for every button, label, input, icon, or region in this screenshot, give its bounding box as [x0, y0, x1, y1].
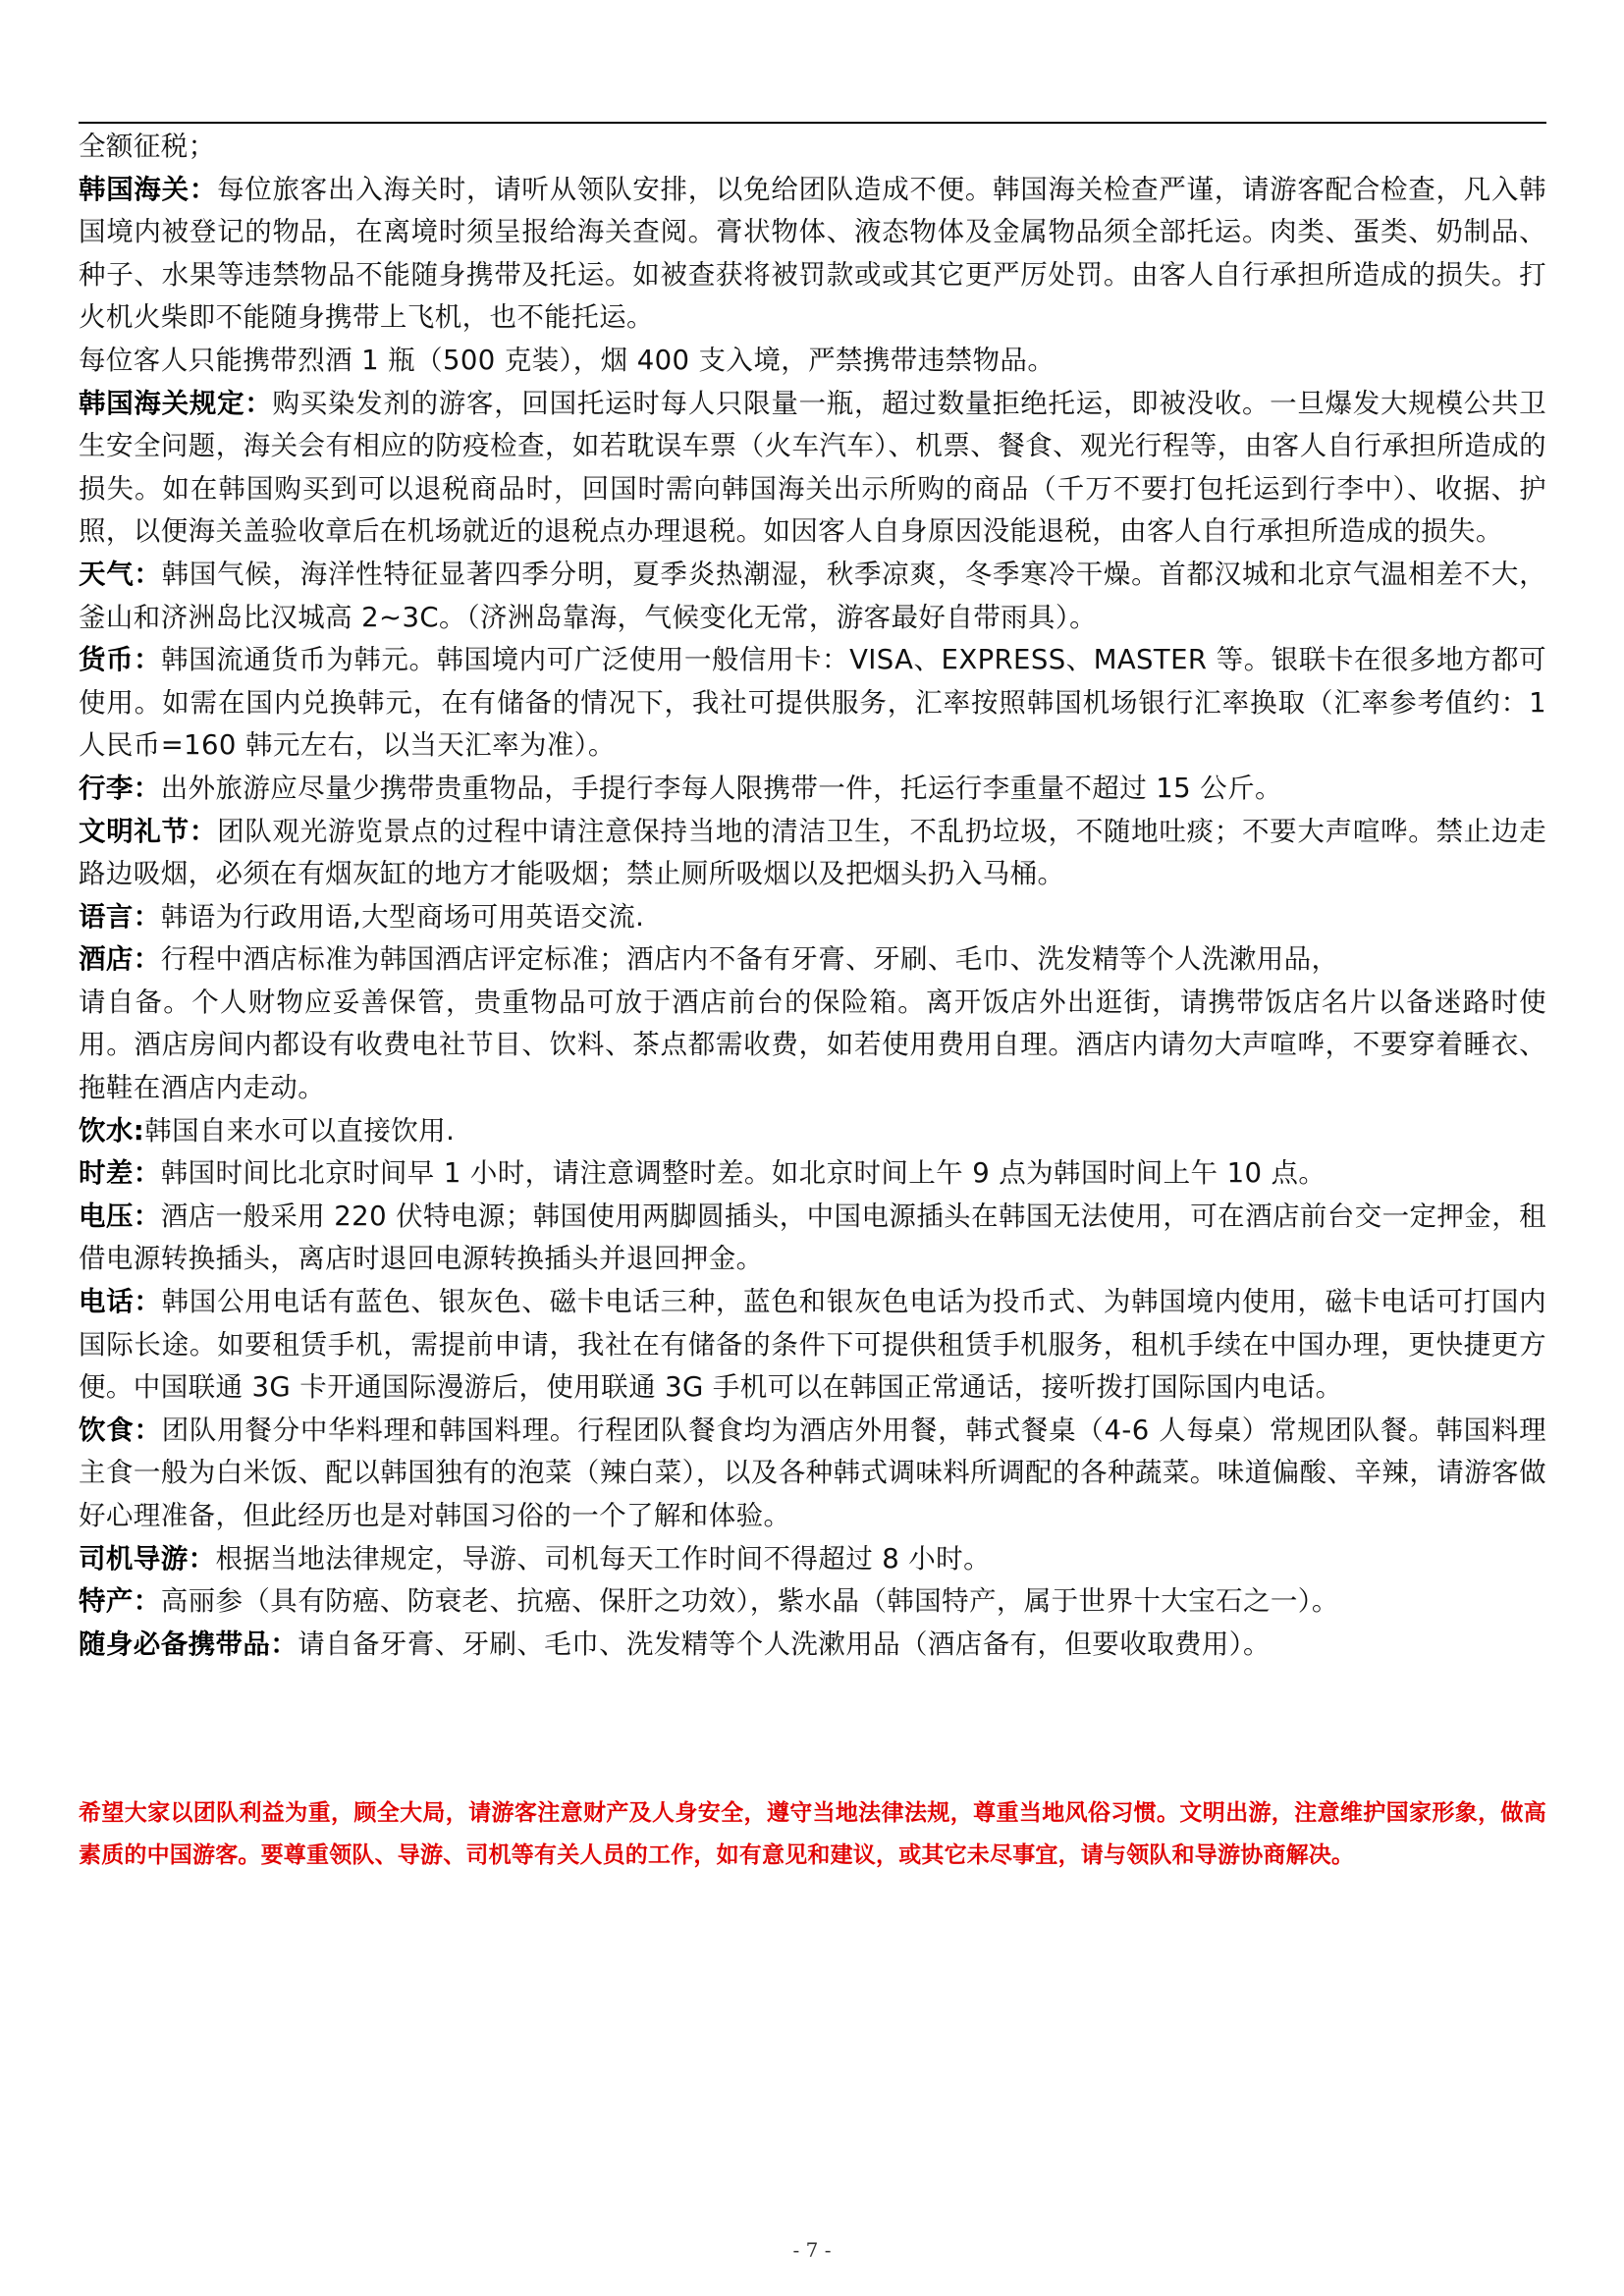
section-text: 韩国自来水可以直接饮用.: [144, 1114, 456, 1147]
section-text: 韩国公用电话有蓝色、银灰色、磁卡电话三种，蓝色和银灰色电话为投币式、为韩国境内使用，磁卡电话可打国内国际长途。如要租赁手机，需提前申请，我社在有储备的条件下可提供租赁手机服务，租机手续在中国办理，更快捷更方便。中国联通 3G 卡开通国际漫游后，使用联通 3G 手机可以在韩国正常通话，接听拨打国际国内电话。: [79, 1286, 1546, 1404]
section-label: 电压：: [79, 1200, 161, 1232]
section-text: 高丽参（具有防癌、防衰老、抗癌、保肝之功效），紫水晶（韩国特产，属于世界十大宝石之一）。: [160, 1585, 1339, 1618]
section-specialty: [79, 1580, 1546, 1624]
section-text: 行程中酒店标准为韩国酒店评定标准；酒店内不备有牙膏、牙刷、毛巾、洗发精等个人洗漱用品，: [160, 943, 1339, 976]
header-rule: [79, 122, 1546, 124]
section-text: 购买染发剂的游客，回国托运时每人只限量一瓶，超过数量拒绝托运，即被没收。一旦爆发大规模公共卫生安全问题，海关会有相应的防疫检查，如若耽误车票（火车汽车）、机票、餐食、观光行程等，由客人自行承担所造成的损失。如在韩国购买到可以退税商品时，回国时需向韩国海关出示所购的商品（千万不要打包托运到行李中）、收据、护照，以便海关盖验收章后在机场就近的退税点办理退税。如因客人自身原因没能退税，由客人自行承担所造成的损失。: [79, 387, 1546, 548]
section-language: [79, 896, 1546, 939]
section-label: 行李：: [79, 772, 161, 804]
section-label: 司机导游：: [79, 1542, 216, 1575]
section-allowance: [79, 340, 1546, 383]
section-label: 酒店：: [79, 943, 161, 976]
section-food: [79, 1410, 1546, 1538]
section-phone: [79, 1281, 1546, 1410]
section-water: [79, 1110, 1546, 1153]
section-luggage: [79, 768, 1546, 811]
section-label: 特产：: [79, 1585, 161, 1618]
content-body: [79, 126, 1546, 1666]
section-label: 韩国海关：: [79, 173, 218, 205]
section-text: 韩语为行政用语,大型商场可用英语交流.: [160, 900, 645, 933]
section-essentials: [79, 1624, 1546, 1667]
page-number: - 7 -: [792, 2238, 832, 2262]
section-text: 团队观光游览景点的过程中请注意保持当地的清洁卫生，不乱扔垃圾，不随地吐痰；不要大声喧哗。禁止边走路边吸烟，必须在有烟灰缸的地方才能吸烟；禁止厕所吸烟以及把烟头扔入马桶。: [79, 815, 1547, 890]
section-text: 酒店一般采用 220 伏特电源；韩国使用两脚圆插头，中国电源插头在韩国无法使用，可在酒店前台交一定押金，租借电源转换插头，离店时退回电源转换插头并退回押金。: [79, 1200, 1547, 1275]
section-text: 每位客人只能携带烈酒 1 瓶（500 克装），烟 400 支入境，严禁携带违禁物品。: [79, 344, 1056, 376]
section-label: 语言：: [79, 900, 161, 933]
section-label: 饮水:: [79, 1114, 145, 1147]
section-time-diff: [79, 1152, 1546, 1196]
section-hotel-cont: [79, 982, 1546, 1110]
section-customs: [79, 169, 1546, 340]
section-voltage: [79, 1196, 1546, 1281]
section-hotel: [79, 938, 1546, 982]
intro-line: 全额征税；: [79, 131, 216, 162]
section-text: 每位旅客出入海关时，请听从领队安排，以免给团队造成不便。韩国海关检查严谨，请游客配合检查，凡入韩国境内被登记的物品，在离境时须呈报给海关查阅。膏状物体、液态物体及金属物品须全部托运。肉类、蛋类、奶制品、种子、水果等违禁物品不能随身携带及托运。如被查获将被罚款或或其它更严厉处罚。由客人自行承担所造成的损失。打火机火柴即不能随身携带上飞机，也不能托运。: [79, 173, 1547, 334]
closing-note: 希望大家以团队利益为重，顾全大局，请游客注意财产及人身安全，遵守当地法律法规，尊重当地风俗习惯。文明出游，注意维护国家形象，做高素质的中国游客。要尊重领队、导游、司机等有关人员的工作，如有意见和建议，或其它未尽事宜，请与领队和导游协商解决。: [79, 1800, 1546, 1868]
section-text: 出外旅游应尽量少携带贵重物品，手提行李每人限携带一件，托运行李重量不超过 15 公斤。: [160, 772, 1282, 804]
section-currency: [79, 639, 1546, 768]
section-text: 韩国流通货币为韩元。韩国境内可广泛使用一般信用卡：VISA、EXPRESS、MASTER 等。银联卡在很多地方都可使用。如需在国内兑换韩元，在有储备的情况下，我社可提供服务，汇率按照韩国机场银行汇率换取（汇率参考值约：1 人民币=160 韩元左右，以当天汇率为准）。: [79, 644, 1546, 762]
section-text: 韩国时间比北京时间早 1 小时，请注意调整时差。如北京时间上午 9 点为韩国时间上午 10 点。: [160, 1157, 1326, 1190]
section-label: 天气：: [79, 558, 162, 590]
section-label: 电话：: [79, 1286, 162, 1318]
section-text: 请自备。个人财物应妥善保管，贵重物品可放于酒店前台的保险箱。离开饭店外出逛街，请携带饭店名片以备迷路时使用。酒店房间内都设有收费电社节目、饮料、茶点都需收费，如若使用费用自理。酒店内请勿大声喧哗，不要穿着睡衣、拖鞋在酒店内走动。: [79, 986, 1546, 1104]
section-text: 根据当地法律规定，导游、司机每天工作时间不得超过 8 小时。: [215, 1542, 991, 1575]
section-label: 货币：: [79, 644, 162, 676]
section-etiquette: [79, 811, 1546, 896]
section-label: 时差：: [79, 1157, 161, 1190]
section-text: 韩国气候，海洋性特征显著四季分明，夏季炎热潮湿，秋季凉爽，冬季寒冷干燥。首都汉城和北京气温相差不大，釜山和济洲岛比汉城高 2~3C。（济洲岛靠海，气候变化无常，游客最好自带雨具）。: [79, 558, 1546, 633]
section-driver-guide: [79, 1538, 1546, 1581]
section-text: 请自备牙膏、牙刷、毛巾、洗发精等个人洗漱用品（酒店备有，但要收取费用）。: [298, 1628, 1271, 1660]
section-label: 随身必备携带品：: [79, 1628, 298, 1660]
section-label: 文明礼节：: [79, 815, 218, 847]
section-weather: [79, 554, 1546, 639]
section-label: 饮食：: [79, 1414, 162, 1446]
section-label: 韩国海关规定：: [79, 387, 273, 419]
section-text: 团队用餐分中华料理和韩国料理。行程团队餐食均为酒店外用餐，韩式餐桌（4-6 人每桌）常规团队餐。韩国料理主食一般为白米饭、配以韩国独有的泡菜（辣白菜），以及各种韩式调味料所调配的各种蔬菜。味道偏酸、辛辣，请游客做好心理准备，但此经历也是对韩国习俗的一个了解和体验。: [79, 1414, 1547, 1531]
section-customs-rules: [79, 383, 1546, 554]
